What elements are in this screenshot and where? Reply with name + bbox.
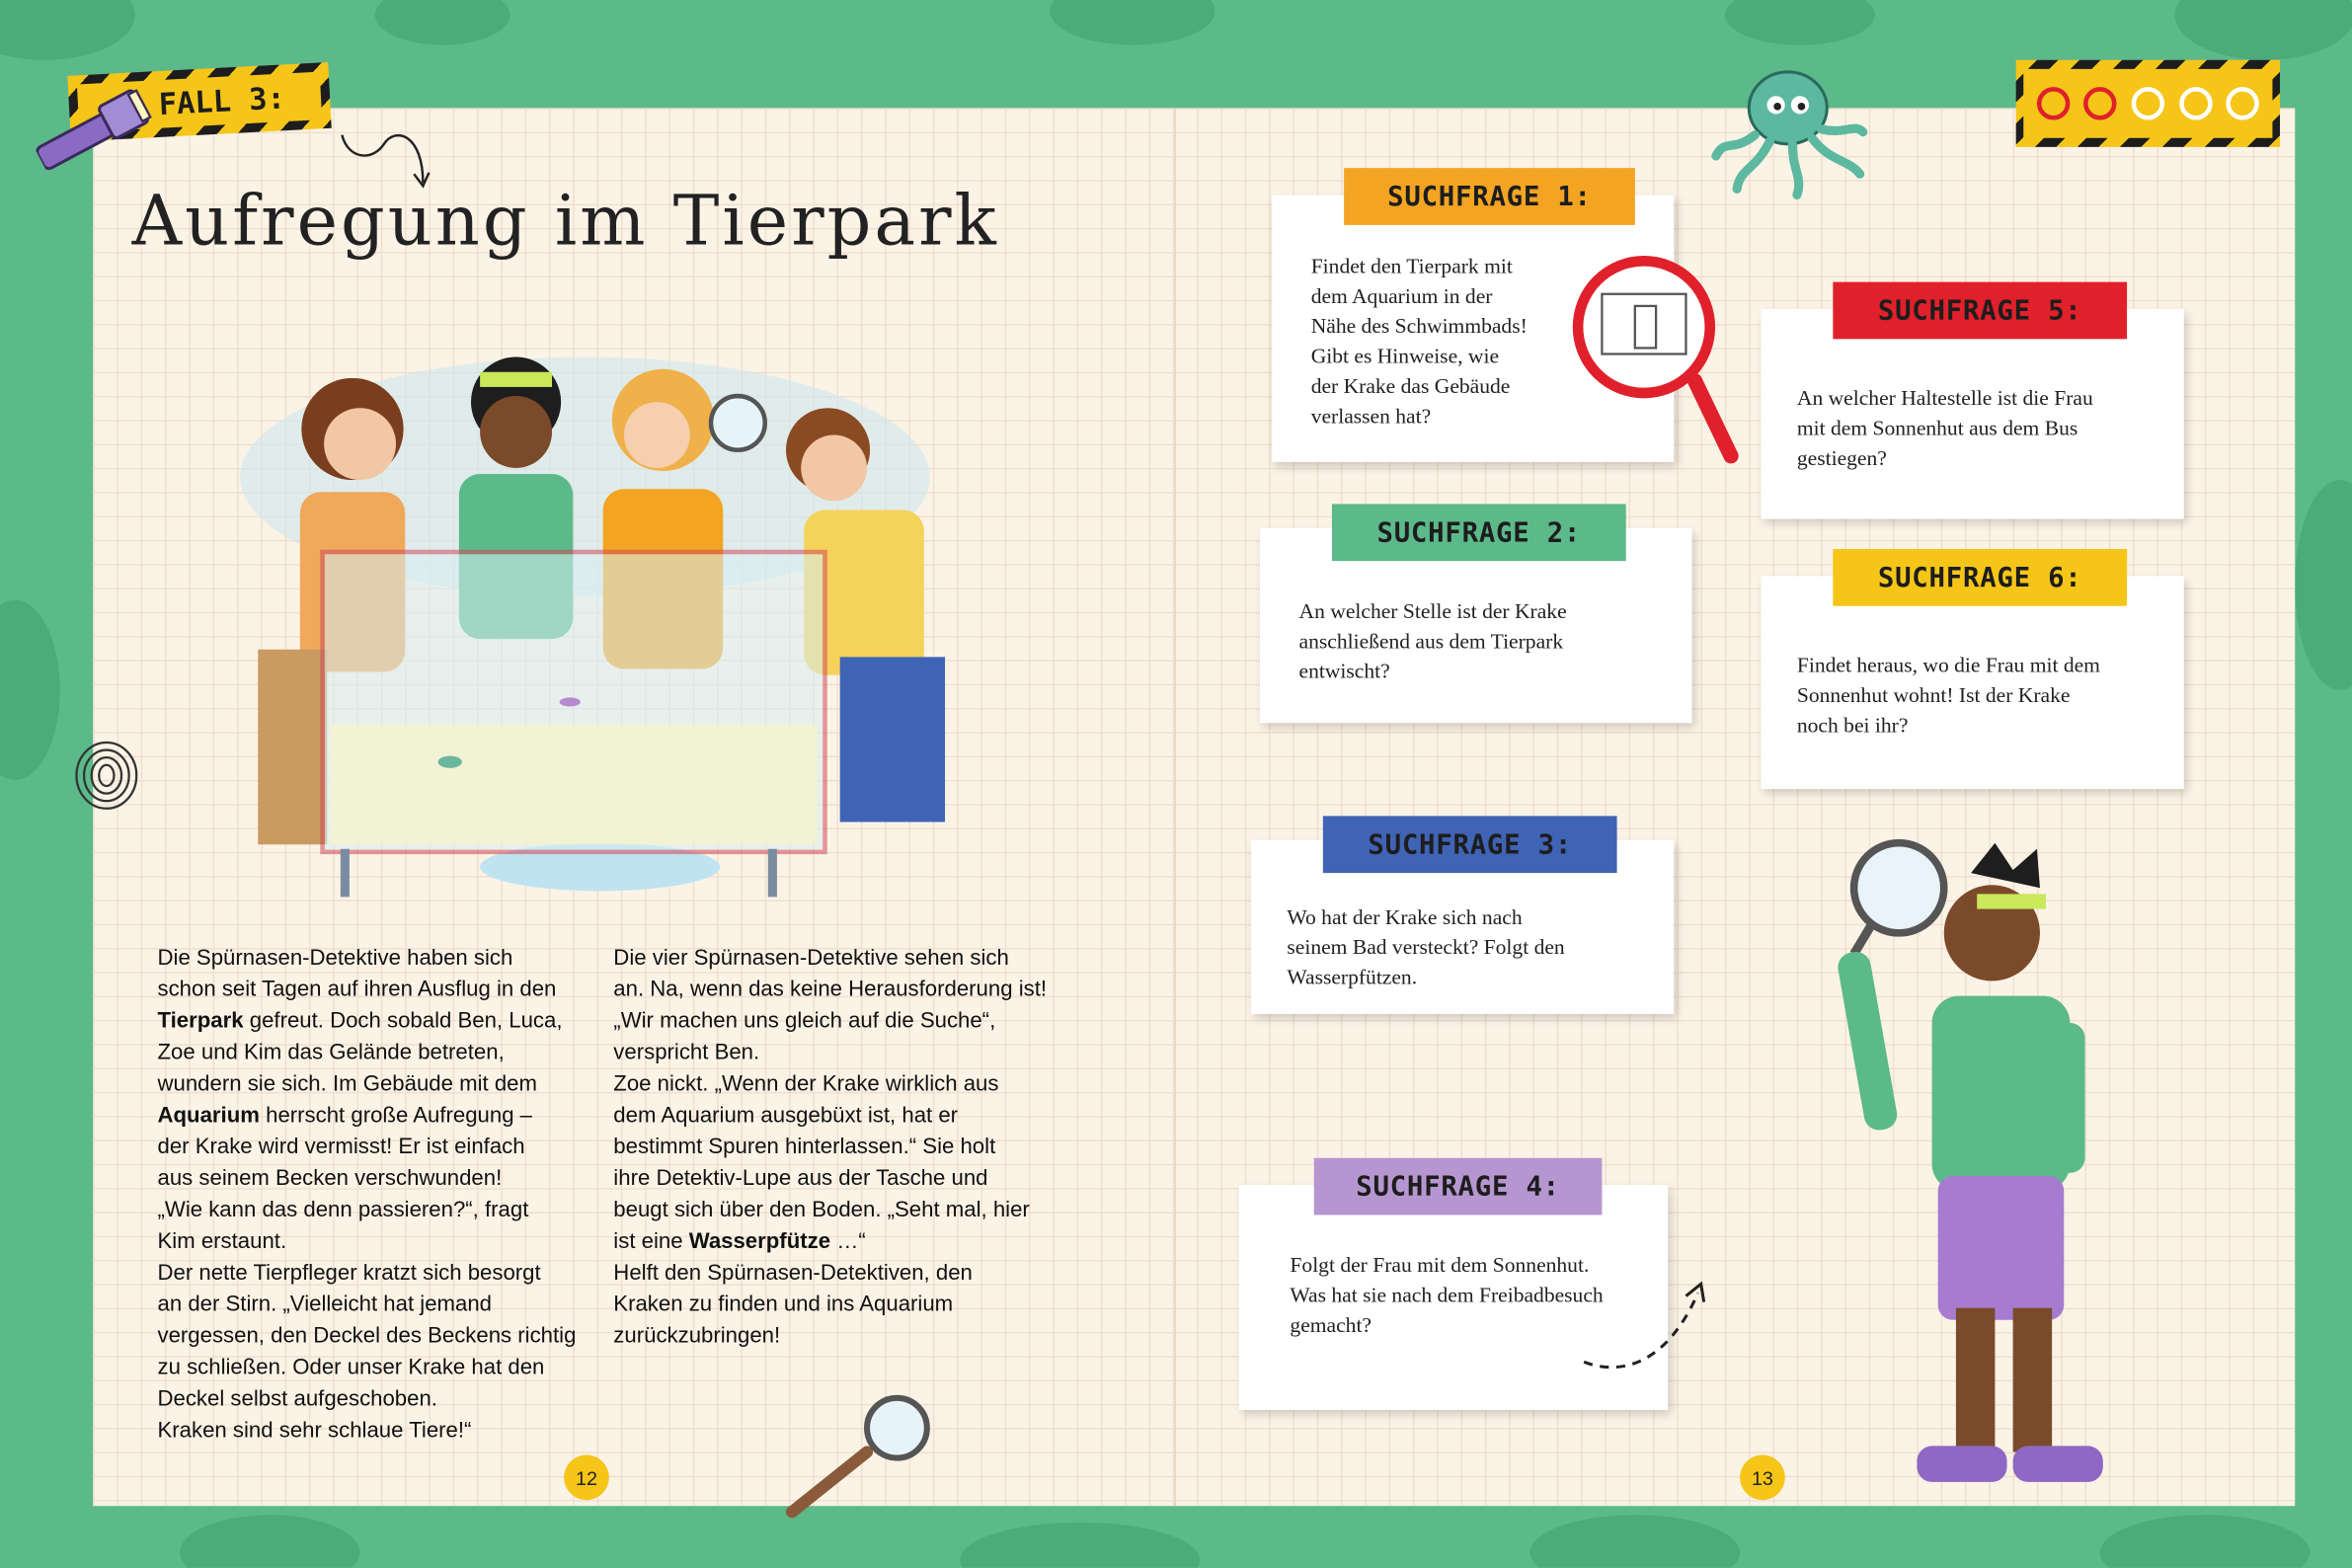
story-line: vergessen, den Deckel des Beckens richtig xyxy=(157,1324,577,1349)
story-line: an. Na, wenn das keine Herausforderung ist! xyxy=(613,978,1048,1002)
question-label-3: SUCHFRAGE 3: xyxy=(1323,816,1617,873)
magnifier-rating-icon xyxy=(2037,87,2070,119)
magnifying-glass-icon xyxy=(780,1392,945,1525)
page-number-right: 13 xyxy=(1740,1455,1785,1501)
magnifier-rating-icon xyxy=(2179,87,2212,119)
page-gutter xyxy=(1174,108,1176,1506)
story-line: Kraken sind sehr schlaue Tiere!“ xyxy=(157,1419,472,1444)
question-label-1: SUCHFRAGE 1: xyxy=(1344,168,1635,225)
story-line: „Wir machen uns gleich auf die Suche“, xyxy=(613,1009,996,1034)
story-line: Tierpark gefreut. Doch sobald Ben, Luca, xyxy=(157,1009,563,1034)
story-line: ihre Detektiv-Lupe aus der Tasche und xyxy=(613,1166,988,1192)
question-text: Folgt der Frau mit dem Sonnenhut. Was hat sie nach dem Freibadbesuch gemacht? xyxy=(1290,1253,1604,1339)
question-label-4: SUCHFRAGE 4: xyxy=(1314,1158,1603,1215)
story-line: Kim erstaunt. xyxy=(157,1229,287,1254)
page-number-left: 12 xyxy=(564,1455,609,1501)
question-label-2: SUCHFRAGE 2: xyxy=(1332,504,1626,561)
question-label-6: SUCHFRAGE 6: xyxy=(1833,549,2127,606)
story-line: Deckel selbst aufgeschoben. xyxy=(157,1387,437,1412)
story-line: beugt sich über den Boden. „Seht mal, hier xyxy=(613,1198,1030,1223)
dashed-arrow-icon xyxy=(1578,1278,1713,1376)
story-line: Kraken zu finden und ins Aquarium xyxy=(613,1293,954,1317)
story-line: Zoe nickt. „Wenn der Krake wirklich aus xyxy=(613,1072,999,1097)
story-column-1 xyxy=(158,944,593,1448)
question-card-4 xyxy=(1239,1185,1668,1410)
question-text: An welcher Stelle ist der Krake anschließend aus dem Tierpark entwischt? xyxy=(1298,599,1567,684)
magnifier-rating-icon xyxy=(2084,87,2117,119)
story-line: Helft den Spürnasen-Detektiven, den xyxy=(613,1261,973,1286)
story-line: bestimmt Spuren hinterlassen.“ Sie holt xyxy=(613,1135,996,1160)
fingerprint-icon xyxy=(69,738,144,813)
kids-aquarium-illustration xyxy=(180,342,989,911)
story-line: Die Spürnasen-Detektive haben sich xyxy=(157,946,513,971)
boy-with-magnifier-illustration xyxy=(1827,828,2142,1501)
question-card-5 xyxy=(1761,309,2183,519)
story-column-2 xyxy=(613,944,1063,1354)
story-line: wundern sie sich. Im Gebäude mit dem xyxy=(157,1072,537,1097)
question-text: An welcher Haltestelle ist die Frau mit dem Sonnenhut aus dem Bus gestiegen? xyxy=(1796,386,2093,471)
case-label: FALL 3: xyxy=(157,79,286,122)
question-text: Findet heraus, wo die Frau mit dem Sonnenhut wohnt! Ist der Krake noch bei ihr? xyxy=(1796,654,2100,739)
story-line: „Wie kann das denn passieren?“, fragt xyxy=(157,1198,529,1223)
story-line: der Krake wird vermisst! Er ist einfach xyxy=(157,1135,525,1160)
story-line: verspricht Ben. xyxy=(613,1041,760,1065)
question-card-6 xyxy=(1761,576,2183,789)
story-line: ist eine Wasserpfütze …“ xyxy=(613,1229,866,1254)
story-line: Die vier Spürnasen-Detektive sehen sich xyxy=(613,946,1009,971)
question-text: Findet den Tierpark mit dem Aquarium in der Nähe des Schwimmbads! Gibt es Hinweise, wie der Krake das Gebäude verlassen hat? xyxy=(1310,255,1528,430)
story-line: Aquarium herrscht große Aufregung – xyxy=(157,1104,533,1129)
story-line: dem Aquarium ausgebüxt ist, hat er xyxy=(613,1104,959,1129)
story-line: zu schließen. Oder unser Krake hat den xyxy=(157,1356,545,1380)
difficulty-rating xyxy=(2016,60,2280,147)
magnifier-detail-icon xyxy=(1569,249,1740,468)
question-text: Wo hat der Krake sich nach seinem Bad versteckt? Folgt den Wasserpfützen. xyxy=(1287,905,1565,990)
magnifier-rating-icon xyxy=(2227,87,2259,119)
question-label-5: SUCHFRAGE 5: xyxy=(1833,282,2127,340)
story-line: Der nette Tierpfleger kratzt sich besorgt xyxy=(157,1261,541,1286)
story-line: schon seit Tagen auf ihren Ausflug in den xyxy=(157,978,557,1002)
octopus-icon xyxy=(1710,63,1868,201)
magnifier-rating-icon xyxy=(2132,87,2164,119)
page-title: Aufregung im Tierpark xyxy=(131,180,999,262)
story-line: an der Stirn. „Vielleicht hat jemand xyxy=(157,1293,492,1317)
story-line: Zoe und Kim das Gelände betreten, xyxy=(157,1041,505,1065)
story-line: aus seinem Becken verschwunden! xyxy=(157,1166,503,1192)
story-line: zurückzubringen! xyxy=(613,1324,781,1349)
